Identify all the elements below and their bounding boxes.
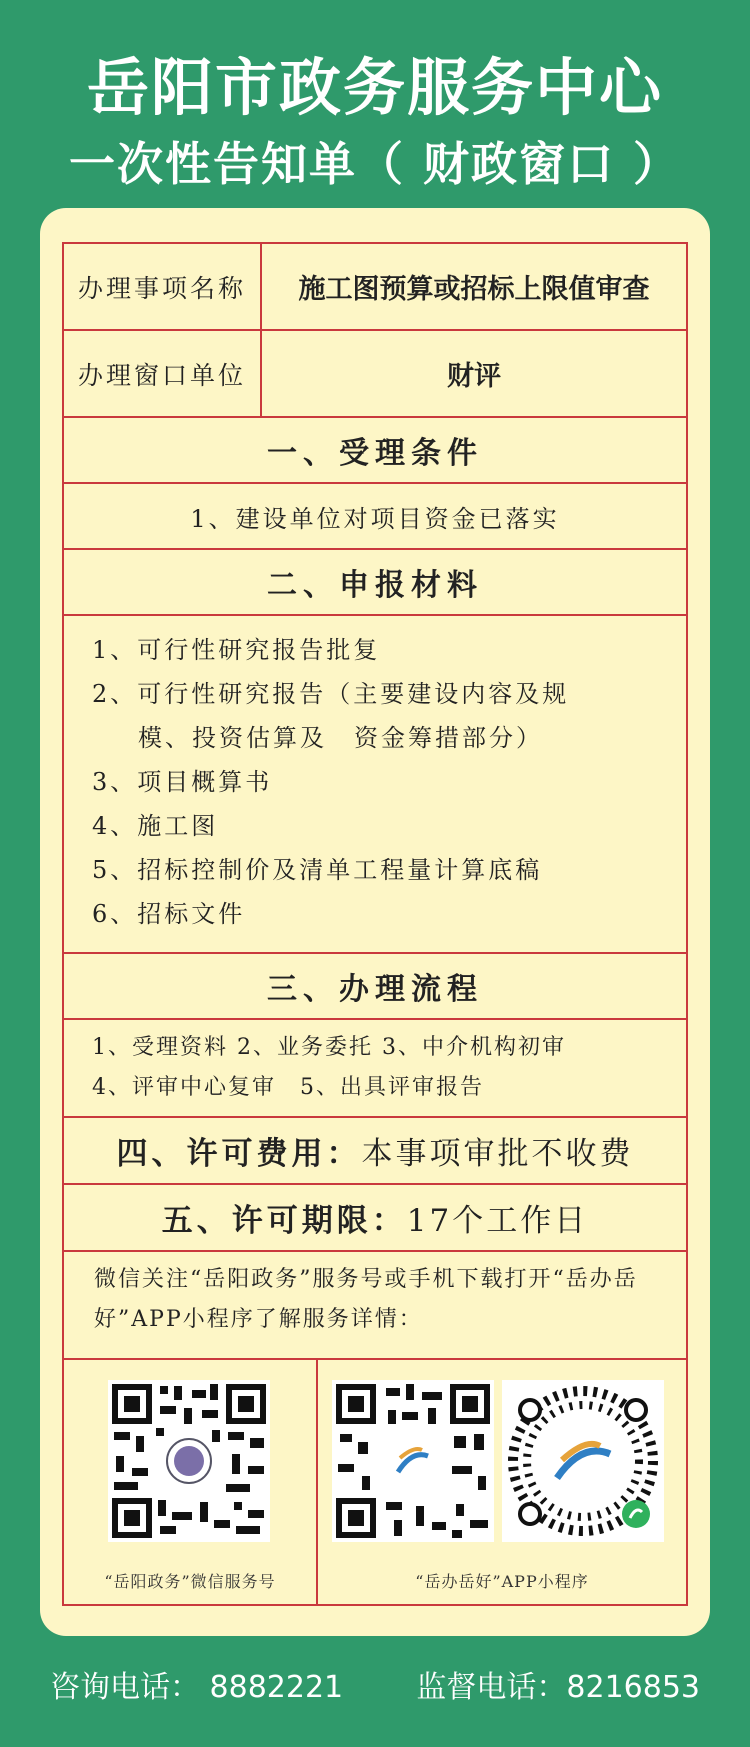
- material-item: 2、可行性研究报告（主要建设内容及规: [92, 680, 570, 708]
- material-item: 1、可行性研究报告批复: [92, 636, 381, 664]
- item-name-row: [64, 244, 686, 331]
- miniapp-qr-cell: [318, 1360, 686, 1604]
- material-item-continued: 模、投资估算及 资金筹措部分）: [138, 724, 543, 752]
- process-line: 1、受理资料 2、业务委托 3、中介机构初审: [92, 1035, 566, 1060]
- item-name-value: 施工图预算或招标上限值审查: [298, 274, 650, 305]
- window-unit-value: 财评: [447, 361, 501, 392]
- window-unit-label: 办理窗口单位: [64, 331, 262, 416]
- wechat-qr-caption: “岳阳政务”微信服务号: [104, 1572, 276, 1591]
- page-subtitle: 一次性告知单（ 财政窗口 ）: [68, 137, 682, 191]
- notice-table: [62, 242, 688, 1606]
- condition-item: 1、建设单位对项目资金已落实: [190, 504, 560, 533]
- qr-code-row: [64, 1360, 686, 1604]
- miniprogram-code[interactable]: [502, 1380, 664, 1542]
- duration-label: 五、许可期限：: [161, 1203, 407, 1239]
- section3-body: [64, 1020, 686, 1118]
- miniapp-qr-caption: “岳办岳好”APP小程序: [415, 1572, 589, 1591]
- process-line: 4、评审中心复审 5、出具评审报告: [92, 1075, 484, 1100]
- material-item: 4、施工图: [92, 812, 219, 840]
- fee-label: 四、许可费用：: [116, 1136, 362, 1172]
- section2-heading: 二、申报材料: [64, 550, 686, 616]
- wechat-qr-cell: [64, 1360, 318, 1604]
- supervise-phone[interactable]: 监督电话：8216853: [416, 1670, 700, 1705]
- notice-text: 微信关注“岳阳政务”服务号或手机下载打开“岳办岳好”APP小程序了解服务详情：: [64, 1252, 686, 1360]
- window-unit-row: [64, 331, 686, 418]
- section2-body: [64, 616, 686, 954]
- item-name-label: 办理事项名称: [64, 244, 262, 329]
- section3-heading: 三、办理流程: [64, 954, 686, 1020]
- material-item: 5、招标控制价及清单工程量计算底稿: [92, 856, 543, 884]
- duration-row: [64, 1185, 686, 1252]
- consult-phone[interactable]: 咨询电话： 8882221: [50, 1670, 344, 1705]
- section1-body: [64, 484, 686, 550]
- section1-heading: 一、受理条件: [64, 418, 686, 484]
- wechat-qr-code[interactable]: [108, 1380, 270, 1542]
- duration-value: 17个工作日: [406, 1203, 589, 1239]
- fee-row: [64, 1118, 686, 1185]
- app-qr-code[interactable]: [332, 1380, 494, 1542]
- page-title: 岳阳市政务服务中心: [86, 51, 663, 124]
- contact-footer: [0, 1662, 750, 1706]
- fee-value: 本事项审批不收费: [361, 1136, 634, 1172]
- material-item: 6、招标文件: [92, 900, 246, 928]
- material-item: 3、项目概算书: [92, 768, 273, 796]
